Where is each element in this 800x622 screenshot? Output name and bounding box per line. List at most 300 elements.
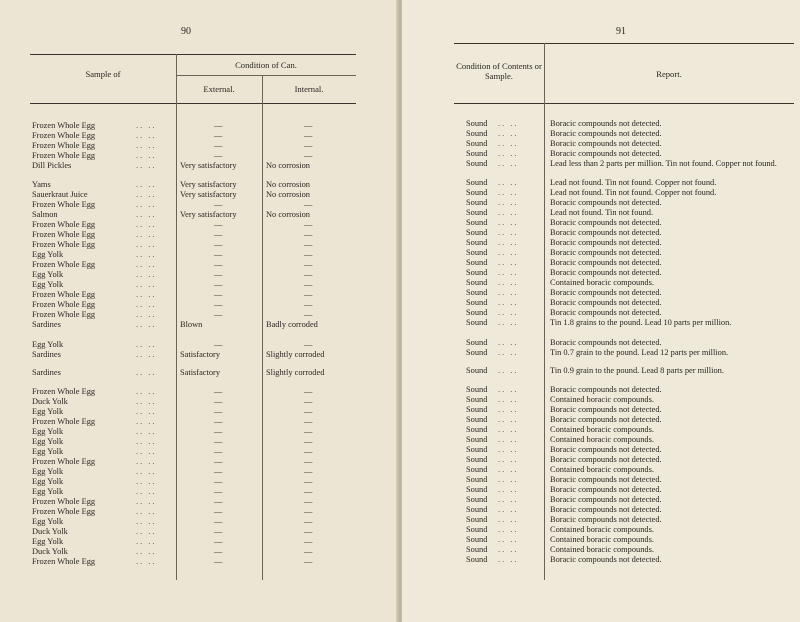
report-text: Contained boracic compounds. (550, 545, 654, 554)
can-internal-condition: — (304, 131, 313, 140)
can-external-condition: — (214, 507, 223, 516)
sample-name: Egg Yolk (32, 477, 64, 486)
report-text: Boracic compounds not detected. (550, 248, 662, 257)
can-external-condition: — (214, 240, 223, 249)
contents-condition: Sound (466, 228, 488, 237)
sample-name: Egg Yolk (32, 467, 64, 476)
leader-dots: .. .. (498, 268, 519, 277)
leader-dots: .. .. (498, 435, 519, 444)
report-text: Tin 0.7 grain to the pound. Lead 12 parts per million. (550, 348, 729, 357)
report-text: Boracic compounds not detected. (550, 405, 662, 414)
can-internal-condition: — (304, 487, 313, 496)
leader-dots: .. .. (498, 495, 519, 504)
leader-dots: .. .. (136, 260, 157, 269)
can-external-condition: — (214, 417, 223, 426)
leader-dots: .. .. (136, 387, 157, 396)
sample-name: Egg Yolk (32, 270, 64, 279)
can-internal-condition: — (304, 447, 313, 456)
contents-condition: Sound (466, 159, 488, 168)
can-external-condition: — (214, 280, 223, 289)
contents-condition: Sound (466, 258, 488, 267)
contents-condition: Sound (466, 475, 488, 484)
can-internal-condition: — (304, 300, 313, 309)
contents-condition: Sound (466, 348, 488, 357)
can-internal-condition: No corrosion (266, 180, 310, 189)
sample-name: Duck Yolk (32, 397, 68, 406)
leader-dots: .. .. (498, 278, 519, 287)
leader-dots: .. .. (136, 210, 157, 219)
report-text: Boracic compounds not detected. (550, 238, 662, 247)
report-text: Contained boracic compounds. (550, 395, 654, 404)
sample-name: Sardines (32, 320, 61, 329)
leader-dots: .. .. (498, 415, 519, 424)
leader-dots: .. .. (136, 340, 157, 349)
leader-dots: .. .. (136, 141, 157, 150)
sample-name: Frozen Whole Egg (32, 507, 96, 516)
leader-dots: .. .. (498, 258, 519, 267)
report-text: Lead less than 2 parts per million. Tin not found. Copper not found. (550, 159, 777, 168)
leader-dots: .. .. (136, 220, 157, 229)
leader-dots: .. .. (136, 487, 157, 496)
can-external-condition: — (214, 557, 223, 566)
can-external-condition: — (214, 487, 223, 496)
can-internal-condition: — (304, 467, 313, 476)
can-external-condition: — (214, 151, 223, 160)
contents-condition: Sound (466, 308, 488, 317)
sample-name: Sauerkraut Juice (32, 190, 88, 199)
header-external: External. (203, 84, 235, 94)
can-external-condition: — (214, 260, 223, 269)
col-divider-2 (262, 75, 263, 580)
can-internal-condition: — (304, 141, 313, 150)
leader-dots: .. .. (498, 139, 519, 148)
can-external-condition: — (214, 497, 223, 506)
can-internal-condition: — (304, 310, 313, 319)
report-text: Boracic compounds not detected. (550, 228, 662, 237)
can-internal-condition: — (304, 280, 313, 289)
report-text: Lead not found. Tin not found. Copper not found. (550, 188, 717, 197)
can-internal-condition: — (304, 220, 313, 229)
can-external-condition: — (214, 467, 223, 476)
contents-condition: Sound (466, 298, 488, 307)
can-internal-condition: — (304, 417, 313, 426)
contents-condition: Sound (466, 485, 488, 494)
sample-name: Egg Yolk (32, 537, 64, 546)
leader-dots: .. .. (498, 119, 519, 128)
report-text: Boracic compounds not detected. (550, 555, 662, 564)
leader-dots: .. .. (136, 270, 157, 279)
sample-name: Egg Yolk (32, 427, 64, 436)
can-internal-condition: — (304, 260, 313, 269)
can-internal-condition: — (304, 240, 313, 249)
leader-dots: .. .. (498, 248, 519, 257)
leader-dots: .. .. (498, 485, 519, 494)
report-text: Boracic compounds not detected. (550, 288, 662, 297)
leader-dots: .. .. (498, 425, 519, 434)
can-external-condition: — (214, 300, 223, 309)
report-text: Boracic compounds not detected. (550, 455, 662, 464)
contents-condition: Sound (466, 545, 488, 554)
leader-dots: .. .. (498, 545, 519, 554)
can-internal-condition: — (304, 527, 313, 536)
report-text: Boracic compounds not detected. (550, 385, 662, 394)
sample-name: Frozen Whole Egg (32, 260, 96, 269)
sample-name: Sardines (32, 368, 61, 377)
can-internal-condition: — (304, 121, 313, 130)
contents-condition: Sound (466, 178, 488, 187)
contents-condition: Sound (466, 268, 488, 277)
report-text: Boracic compounds not detected. (550, 139, 662, 148)
leader-dots: .. .. (136, 557, 157, 566)
can-internal-condition: Badly corroded (266, 320, 318, 329)
report-text: Boracic compounds not detected. (550, 119, 662, 128)
report-text: Boracic compounds not detected. (550, 415, 662, 424)
header-report: Report. (656, 69, 682, 79)
can-external-condition: — (214, 537, 223, 546)
leader-dots: .. .. (136, 507, 157, 516)
leader-dots: .. .. (136, 397, 157, 406)
leader-dots: .. .. (498, 366, 519, 375)
report-text: Boracic compounds not detected. (550, 149, 662, 158)
sample-name: Frozen Whole Egg (32, 310, 96, 319)
leader-dots: .. .. (136, 200, 157, 209)
can-internal-condition: — (304, 270, 313, 279)
can-external-condition: — (214, 447, 223, 456)
contents-condition: Sound (466, 385, 488, 394)
can-external-condition: — (214, 397, 223, 406)
can-external-condition: — (214, 527, 223, 536)
report-text: Boracic compounds not detected. (550, 445, 662, 454)
contents-condition: Sound (466, 455, 488, 464)
sample-name: Frozen Whole Egg (32, 290, 96, 299)
sample-name: Egg Yolk (32, 340, 64, 349)
contents-condition: Sound (466, 238, 488, 247)
leader-dots: .. .. (498, 238, 519, 247)
leader-dots: .. .. (136, 417, 157, 426)
can-external-condition: — (214, 310, 223, 319)
can-external-condition: Very satisfactory (180, 180, 237, 189)
leader-dots: .. .. (136, 180, 157, 189)
can-internal-condition: — (304, 230, 313, 239)
can-internal-condition: — (304, 397, 313, 406)
contents-condition: Sound (466, 139, 488, 148)
leader-dots: .. .. (136, 290, 157, 299)
can-external-condition: — (214, 141, 223, 150)
header-sample: Sample of (85, 69, 121, 79)
leader-dots: .. .. (498, 455, 519, 464)
report-text: Boracic compounds not detected. (550, 268, 662, 277)
sample-name: Frozen Whole Egg (32, 300, 96, 309)
header-top-rule (30, 54, 356, 55)
sample-name: Egg Yolk (32, 447, 64, 456)
sample-name: Sardines (32, 350, 61, 359)
sample-name: Frozen Whole Egg (32, 151, 96, 160)
can-internal-condition: — (304, 340, 313, 349)
leader-dots: .. .. (136, 230, 157, 239)
page-number-right: 91 (616, 26, 626, 37)
leader-dots: .. .. (498, 535, 519, 544)
contents-condition: Sound (466, 338, 488, 347)
can-external-condition: — (214, 290, 223, 299)
leader-dots: .. .. (136, 121, 157, 130)
sample-name: Frozen Whole Egg (32, 457, 96, 466)
can-external-condition: — (214, 340, 223, 349)
contents-condition: Sound (466, 505, 488, 514)
sample-name: Frozen Whole Egg (32, 220, 96, 229)
can-internal-condition: — (304, 507, 313, 516)
contents-condition: Sound (466, 366, 488, 375)
header-condition-of-can: Condition of Can. (235, 60, 297, 70)
can-external-condition: — (214, 270, 223, 279)
leader-dots: .. .. (136, 368, 157, 377)
sample-name: Frozen Whole Egg (32, 200, 96, 209)
contents-condition: Sound (466, 515, 488, 524)
can-internal-condition: — (304, 151, 313, 160)
can-internal-condition: — (304, 250, 313, 259)
contents-condition: Sound (466, 405, 488, 414)
contents-condition: Sound (466, 465, 488, 474)
report-text: Boracic compounds not detected. (550, 338, 662, 347)
sample-name: Frozen Whole Egg (32, 121, 96, 130)
sample-name: Frozen Whole Egg (32, 131, 96, 140)
report-text: Contained boracic compounds. (550, 535, 654, 544)
leader-dots: .. .. (498, 395, 519, 404)
leader-dots: .. .. (136, 537, 157, 546)
can-internal-condition: — (304, 387, 313, 396)
can-external-condition: — (214, 477, 223, 486)
leader-dots: .. .. (136, 250, 157, 259)
sample-name: Frozen Whole Egg (32, 497, 96, 506)
header-internal: Internal. (294, 84, 324, 94)
report-text: Boracic compounds not detected. (550, 129, 662, 138)
sample-name: Duck Yolk (32, 527, 68, 536)
contents-condition: Sound (466, 425, 488, 434)
sample-name: Egg Yolk (32, 280, 64, 289)
leader-dots: .. .. (498, 505, 519, 514)
can-external-condition: Satisfactory (180, 350, 221, 359)
leader-dots: .. .. (498, 515, 519, 524)
col-divider-1 (176, 54, 177, 580)
report-text: Contained boracic compounds. (550, 425, 654, 434)
contents-condition: Sound (466, 415, 488, 424)
header-bottom-rule (30, 103, 356, 104)
leader-dots: .. .. (498, 465, 519, 474)
leader-dots: .. .. (136, 161, 157, 170)
leader-dots: .. .. (136, 497, 157, 506)
leader-dots: .. .. (498, 385, 519, 394)
leader-dots: .. .. (136, 527, 157, 536)
leader-dots: .. .. (136, 320, 157, 329)
leader-dots: .. .. (498, 159, 519, 168)
leader-dots: .. .. (498, 405, 519, 414)
contents-condition: Sound (466, 278, 488, 287)
report-text: Boracic compounds not detected. (550, 485, 662, 494)
leader-dots: .. .. (498, 288, 519, 297)
report-text: Lead not found. Tin not found. Copper not found. (550, 178, 717, 187)
leader-dots: .. .. (136, 447, 157, 456)
report-text: Boracic compounds not detected. (550, 515, 662, 524)
contents-condition: Sound (466, 535, 488, 544)
can-external-condition: — (214, 407, 223, 416)
right-page (402, 0, 800, 622)
report-text: Boracic compounds not detected. (550, 308, 662, 317)
leader-dots: .. .. (498, 445, 519, 454)
report-text: Boracic compounds not detected. (550, 258, 662, 267)
leader-dots: .. .. (136, 517, 157, 526)
can-external-condition: — (214, 387, 223, 396)
leader-dots: .. .. (136, 300, 157, 309)
leader-dots: .. .. (498, 228, 519, 237)
leader-dots: .. .. (136, 350, 157, 359)
can-internal-condition: — (304, 497, 313, 506)
leader-dots: .. .. (136, 190, 157, 199)
leader-dots: .. .. (498, 208, 519, 217)
can-internal-condition: No corrosion (266, 210, 310, 219)
contents-condition: Sound (466, 208, 488, 217)
sample-name: Frozen Whole Egg (32, 141, 96, 150)
sample-name: Salmon (32, 210, 58, 219)
sample-name: Yams (32, 180, 51, 189)
sample-name: Egg Yolk (32, 517, 64, 526)
report-text: Contained boracic compounds. (550, 465, 654, 474)
report-text: Contained boracic compounds. (550, 435, 654, 444)
report-text: Boracic compounds not detected. (550, 198, 662, 207)
leader-dots: .. .. (498, 525, 519, 534)
sample-name: Frozen Whole Egg (32, 240, 96, 249)
can-external-condition: Very satisfactory (180, 161, 237, 170)
can-external-condition: — (214, 131, 223, 140)
can-internal-condition: — (304, 290, 313, 299)
leader-dots: .. .. (498, 198, 519, 207)
leader-dots: .. .. (498, 318, 519, 327)
can-internal-condition: — (304, 537, 313, 546)
report-text: Tin 0.9 grain to the pound. Lead 8 parts per million. (550, 366, 724, 375)
report-text: Tin 1.8 grains to the pound. Lead 10 parts per million. (550, 318, 732, 327)
can-internal-condition: — (304, 517, 313, 526)
can-external-condition: Very satisfactory (180, 210, 237, 219)
report-text: Contained boracic compounds. (550, 525, 654, 534)
report-text: Boracic compounds not detected. (550, 298, 662, 307)
can-external-condition: — (214, 230, 223, 239)
leader-dots: .. .. (498, 188, 519, 197)
report-text: Boracic compounds not detected. (550, 495, 662, 504)
contents-condition: Sound (466, 129, 488, 138)
can-internal-condition: No corrosion (266, 190, 310, 199)
can-external-condition: — (214, 250, 223, 259)
leader-dots: .. .. (498, 338, 519, 347)
can-internal-condition: — (304, 200, 313, 209)
report-text: Boracic compounds not detected. (550, 505, 662, 514)
can-internal-condition: — (304, 407, 313, 416)
header-top-rule (454, 43, 794, 44)
can-internal-condition: Slightly corroded (266, 368, 325, 377)
sample-name: Egg Yolk (32, 487, 64, 496)
contents-condition: Sound (466, 555, 488, 564)
can-internal-condition: — (304, 427, 313, 436)
leader-dots: .. .. (136, 280, 157, 289)
sample-name: Egg Yolk (32, 250, 64, 259)
contents-condition: Sound (466, 188, 488, 197)
can-external-condition: — (214, 427, 223, 436)
contents-condition: Sound (466, 525, 488, 534)
sample-name: Dill Pickles (32, 161, 72, 170)
can-internal-condition: — (304, 547, 313, 556)
leader-dots: .. .. (498, 218, 519, 227)
can-external-condition: — (214, 121, 223, 130)
contents-condition: Sound (466, 198, 488, 207)
leader-dots: .. .. (136, 477, 157, 486)
leader-dots: .. .. (136, 437, 157, 446)
sample-name: Frozen Whole Egg (32, 417, 96, 426)
can-external-condition: — (214, 200, 223, 209)
leader-dots: .. .. (498, 475, 519, 484)
leader-dots: .. .. (498, 129, 519, 138)
can-external-condition: — (214, 220, 223, 229)
can-internal-condition: Slightly corroded (266, 350, 325, 359)
sample-name: Egg Yolk (32, 437, 64, 446)
header-bottom-rule (454, 103, 794, 104)
contents-condition: Sound (466, 119, 488, 128)
leader-dots: .. .. (136, 151, 157, 160)
leader-dots: .. .. (498, 178, 519, 187)
can-external-condition: Blown (180, 320, 203, 329)
sample-name: Duck Yolk (32, 547, 68, 556)
sample-name: Frozen Whole Egg (32, 557, 96, 566)
col-divider (544, 43, 545, 580)
header-condition-of-contents: Condition of Contents or Sample. (456, 61, 542, 81)
leader-dots: .. .. (498, 149, 519, 158)
leader-dots: .. .. (136, 131, 157, 140)
contents-condition: Sound (466, 288, 488, 297)
can-external-condition: — (214, 437, 223, 446)
contents-condition: Sound (466, 445, 488, 454)
leader-dots: .. .. (498, 298, 519, 307)
report-text: Contained boracic compounds. (550, 278, 654, 287)
report-text: Lead not found. Tin not found. (550, 208, 654, 217)
leader-dots: .. .. (136, 240, 157, 249)
can-internal-condition: — (304, 457, 313, 466)
leader-dots: .. .. (136, 310, 157, 319)
leader-dots: .. .. (498, 555, 519, 564)
report-text: Boracic compounds not detected. (550, 475, 662, 484)
can-external-condition: Satisfactory (180, 368, 221, 377)
report-text: Boracic compounds not detected. (550, 218, 662, 227)
leader-dots: .. .. (136, 457, 157, 466)
contents-condition: Sound (466, 395, 488, 404)
can-internal-condition: No corrosion (266, 161, 310, 170)
leader-dots: .. .. (136, 467, 157, 476)
contents-condition: Sound (466, 318, 488, 327)
contents-condition: Sound (466, 248, 488, 257)
leader-dots: .. .. (136, 427, 157, 436)
contents-condition: Sound (466, 218, 488, 227)
leader-dots: .. .. (498, 308, 519, 317)
sample-name: Frozen Whole Egg (32, 387, 96, 396)
leader-dots: .. .. (136, 407, 157, 416)
page-number-left: 90 (181, 26, 191, 37)
can-external-condition: — (214, 547, 223, 556)
condition-sub-rule (176, 75, 356, 76)
can-internal-condition: — (304, 437, 313, 446)
contents-condition: Sound (466, 435, 488, 444)
contents-condition: Sound (466, 495, 488, 504)
can-external-condition: — (214, 517, 223, 526)
can-internal-condition: — (304, 477, 313, 486)
can-external-condition: — (214, 457, 223, 466)
left-page (0, 0, 398, 622)
leader-dots: .. .. (136, 547, 157, 556)
can-external-condition: Very satisfactory (180, 190, 237, 199)
